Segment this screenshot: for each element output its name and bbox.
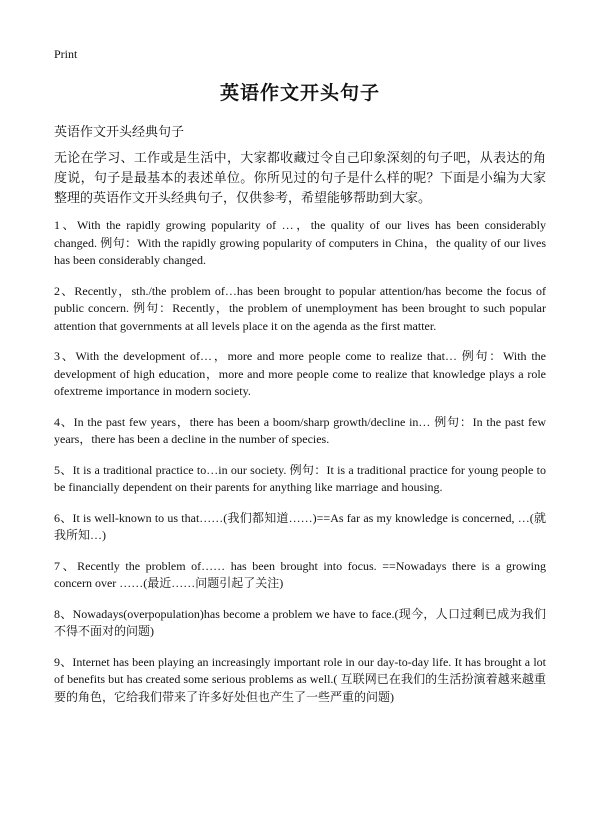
sentence-item: 5、It is a traditional practice to…in our society. 例句：It is a traditional practice for young people to be financially dependent on their parents for anything like marriage and housing. — [54, 462, 546, 494]
sentence-item: 1、With the rapidly growing popularity of …，the quality of our lives has been considerably changed. 例句：With the rapidly growing popularity of computers in China，the quality of our lives has been considerably changed. — [54, 218, 546, 267]
sentence-item: 8、Nowadays(overpopulation)has become a problem we have to face.(现今，人口过剩已成为我们不得不面对的问题) — [54, 606, 546, 638]
sentence-item: 4、In the past few years，there has been a boom/sharp growth/decline in… 例句：In the past few years，there has been a decline in the number of species. — [54, 414, 546, 446]
sentence-item: 7、Recently the problem of…… has been brought into focus. ==Nowadays there is a growing concern over ……(最近……问题引起了关注) — [54, 558, 546, 590]
print-label: Print — [54, 47, 78, 61]
sentence-item: 6、It is well-known to us that……(我们都知道……)==As far as my knowledge is concerned, …(就我所知…) — [54, 510, 546, 542]
document-title: 英语作文开头句子 — [219, 82, 380, 104]
intro-paragraph: 无论在学习、工作或是生活中，大家都收藏过令自己印象深刻的句子吧，从表达的角度说，句子是最基本的表述单位。你所见过的句子是什么样的呢？下面是小编为大家整理的英语作文开头经典句子，仅供参考，希望能够帮助到大家。 — [54, 151, 546, 206]
document-subtitle: 英语作文开头经典句子 — [54, 125, 185, 140]
sentence-item: 3、With the development of…，more and more people come to realize that… 例句：With the development of high education，more and more people come to realize that knowledge plays a role ofextreme importance in modern society. — [54, 349, 546, 398]
sentence-item: 9、Internet has been playing an increasingly important role in our day-to-day life. It has brought a lot of benefits but has created some serious problems as well.( 互联网已在我们的生活扮演着越来越重要的角色，它给我们带来了许多好处但也产生了一些严重的问题) — [54, 654, 546, 704]
sentence-list — [54, 217, 546, 706]
sentence-item: 2、Recently，sth./the problem of…has been brought to popular attention/has become the focus of public concern. 例句：Recently，the problem of unemployment has been brought to such popular attention that governments at all levels place it on the agenda as the first matter. — [54, 283, 546, 333]
